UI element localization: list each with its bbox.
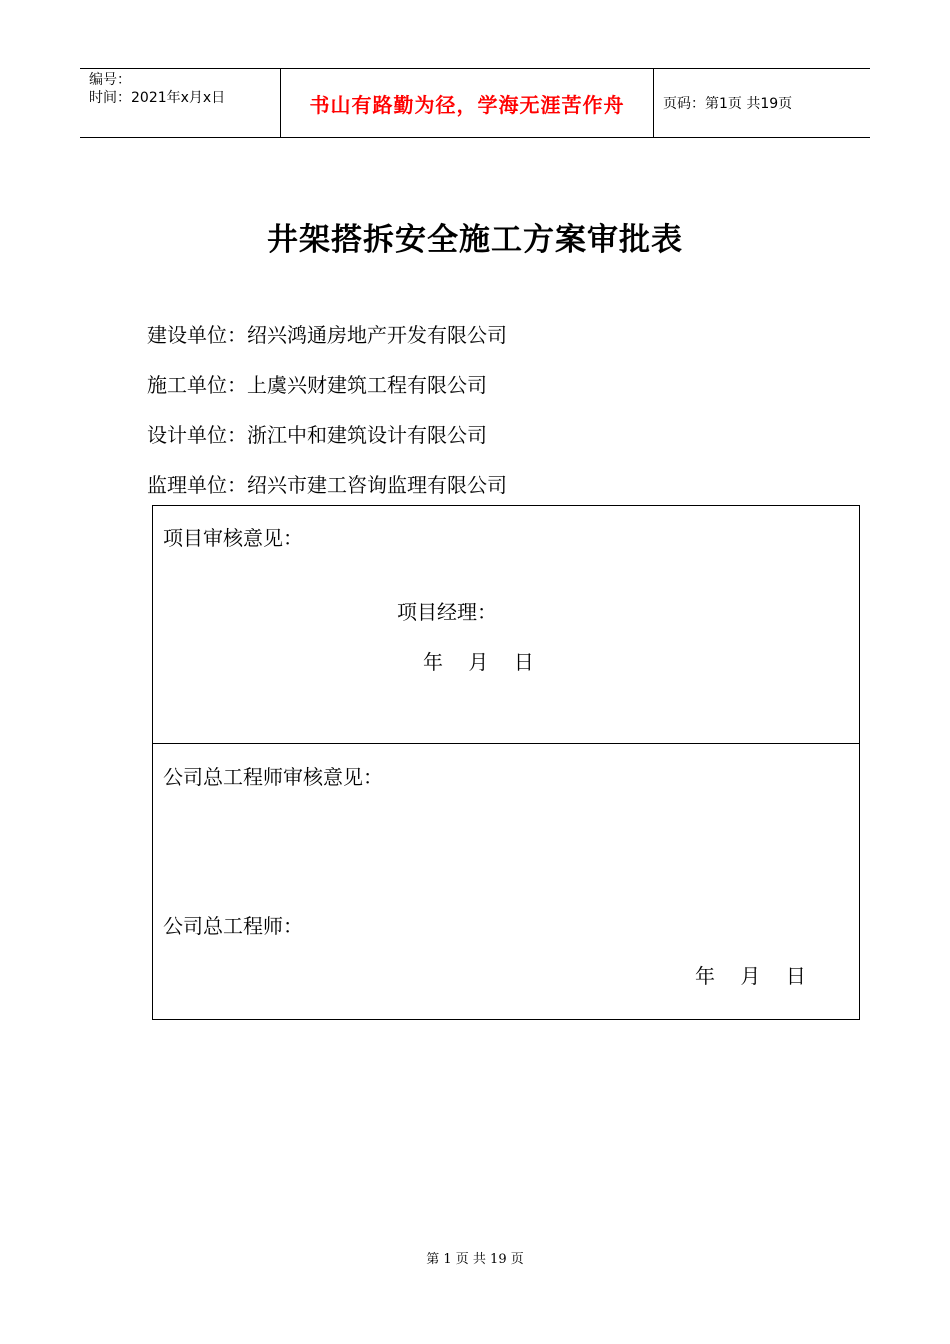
contractor-line: 施工单位：上虞兴财建筑工程有限公司 [147,373,487,397]
company-review-label: 公司总工程师审核意见： [163,765,383,789]
company-review-section [153,744,859,1020]
page-footer: 第 1 页 共 19 页 [426,1252,524,1267]
project-manager-label: 项目经理： [397,600,497,624]
time-label: 时间：2021年x月x日 [89,90,226,106]
company-review-date: 年 月 日 [695,964,806,988]
project-review-section [153,506,859,744]
header-page-cell [654,69,870,137]
approval-table [152,505,860,1020]
header-motto-cell [281,69,654,137]
document-title: 井架搭拆安全施工方案审批表 [267,222,683,258]
header-meta-cell [80,69,281,137]
construction-owner-line: 建设单位：绍兴鸿通房地产开发有限公司 [147,323,507,347]
number-label: 编号： [89,72,131,88]
page-info: 页码：第1页 共19页 [663,96,793,112]
project-review-label: 项目审核意见： [163,526,303,550]
supervisor-line: 监理单位：绍兴市建工咨询监理有限公司 [147,473,507,497]
header-table [80,68,870,138]
project-review-date: 年 月 日 [423,650,534,674]
designer-line: 设计单位：浙江中和建筑设计有限公司 [147,423,487,447]
motto-text: 书山有路勤为径，学海无涯苦作舟 [309,92,625,117]
chief-engineer-label: 公司总工程师： [163,914,303,938]
